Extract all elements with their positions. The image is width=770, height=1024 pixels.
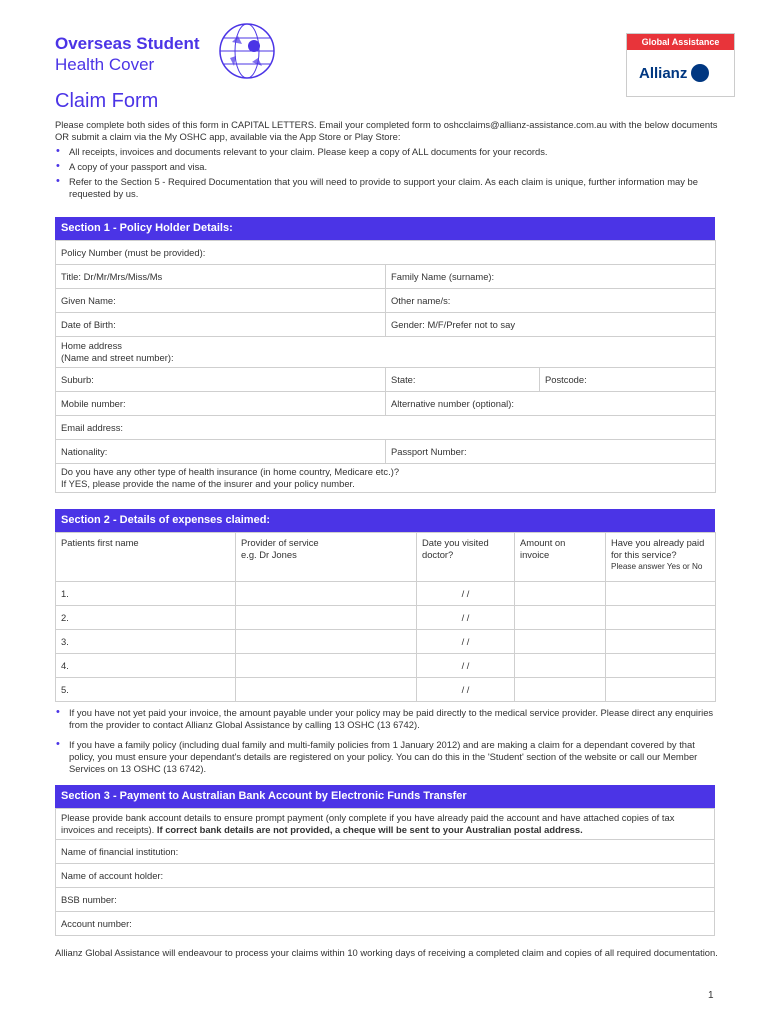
postcode-field[interactable]: Postcode: xyxy=(540,368,716,392)
intro-block xyxy=(55,119,720,200)
row-number[interactable]: 2. xyxy=(56,606,236,630)
provider-cell[interactable] xyxy=(236,678,417,702)
bank-intro-bold: If correct bank details are not provided, a cheque will be sent to your Australian postal address. xyxy=(156,824,583,835)
provider-cell[interactable] xyxy=(236,582,417,606)
expense-notes xyxy=(55,707,720,783)
page-number: 1 xyxy=(708,990,714,1001)
col-amount-label-1: Amount on xyxy=(520,537,566,548)
date-cell[interactable]: / / xyxy=(417,582,515,606)
amount-cell[interactable] xyxy=(515,582,606,606)
bank-intro-text: Please provide bank account details to ensure prompt payment (only complete if you have already paid the account and have attached copies of tax invoices and receipts). xyxy=(61,812,675,835)
note-item: • If you have a family policy (including dual family and multi-family policies from 1 January 2012) and are making a claim for a dependant covered by that policy, you must ensure your dependant's details are registered on your policy. You can do this in the 'Student' section of the website or call our Member Services on 13 OSHC (13 6742). xyxy=(69,739,720,775)
intro-bullets xyxy=(55,146,720,200)
paid-cell[interactable] xyxy=(606,582,716,606)
family-name-field[interactable]: Family Name (surname): xyxy=(386,265,716,289)
date-cell[interactable]: / / xyxy=(417,630,515,654)
allianz-emblem-icon xyxy=(691,64,709,82)
form-title: Claim Form xyxy=(55,90,159,112)
home-address-field[interactable] xyxy=(56,337,716,368)
col-amount-header xyxy=(515,533,606,582)
col-paid-label-1: Have you already paid xyxy=(611,537,705,548)
home-address-sublabel: (Name and street number): xyxy=(61,352,174,363)
dob-field[interactable]: Date of Birth: xyxy=(56,313,386,337)
brand-line-2: Health Cover xyxy=(55,55,155,74)
title-field[interactable]: Title: Dr/Mr/Mrs/Miss/Ms xyxy=(56,265,386,289)
row-number[interactable]: 3. xyxy=(56,630,236,654)
col-provider-header xyxy=(236,533,417,582)
intro-text: Please complete both sides of this form in CAPITAL LETTERS. Email your completed form to oshcclaims@allianz-assistance.com.au with the below documents OR submit a claim via the My OSHC app, available via the App Store or Play Store: xyxy=(55,119,718,142)
section-1-header: Section 1 - Policy Holder Details: xyxy=(55,217,715,240)
section-2 xyxy=(55,509,715,702)
col-amount-label-2: invoice xyxy=(520,549,550,560)
note-item: • If you have not yet paid your invoice, the amount payable under your policy may be paid directly to the medical service provider. Please direct any enquiries from the provider to contact Allianz Global Assistance by calling 13 OSHC (13 6742). xyxy=(69,707,720,731)
col-date-label-2: doctor? xyxy=(422,549,454,560)
institution-field[interactable]: Name of financial institution: xyxy=(56,840,715,864)
gender-field[interactable]: Gender: M/F/Prefer not to say xyxy=(386,313,716,337)
bank-intro xyxy=(56,809,715,840)
policy-holder-table xyxy=(55,240,716,493)
table-row xyxy=(56,678,716,702)
bsb-field[interactable]: BSB number: xyxy=(56,888,715,912)
intro-bullet: • Refer to the Section 5 - Required Documentation that you will need to provide to support your claim. As each claim is unique, further information may be requested by us. xyxy=(69,176,720,200)
account-holder-field[interactable]: Name of account holder: xyxy=(56,864,715,888)
expenses-table xyxy=(55,532,716,702)
state-field[interactable]: State: xyxy=(386,368,540,392)
table-row xyxy=(56,582,716,606)
allianz-logo xyxy=(626,33,735,97)
alt-number-field[interactable]: Alternative number (optional): xyxy=(386,392,716,416)
home-address-label: Home address xyxy=(61,340,122,351)
logo-banner: Global Assistance xyxy=(627,34,734,50)
paid-cell[interactable] xyxy=(606,678,716,702)
date-cell[interactable]: / / xyxy=(417,678,515,702)
intro-bullet: • A copy of your passport and visa. xyxy=(69,161,720,173)
globe-icon xyxy=(218,22,276,80)
date-cell[interactable]: / / xyxy=(417,654,515,678)
paid-cell[interactable] xyxy=(606,654,716,678)
section-3-header: Section 3 - Payment to Australian Bank Account by Electronic Funds Transfer xyxy=(55,785,715,808)
col-paid-header xyxy=(606,533,716,582)
provider-cell[interactable] xyxy=(236,630,417,654)
provider-cell[interactable] xyxy=(236,606,417,630)
other-insurance-instruction: If YES, please provide the name of the insurer and your policy number. xyxy=(61,478,355,489)
other-names-field[interactable]: Other name/s: xyxy=(386,289,716,313)
col-provider-example: e.g. Dr Jones xyxy=(241,549,297,560)
table-row xyxy=(56,630,716,654)
amount-cell[interactable] xyxy=(515,630,606,654)
nationality-field[interactable]: Nationality: xyxy=(56,440,386,464)
amount-cell[interactable] xyxy=(515,654,606,678)
section-3 xyxy=(55,785,715,936)
other-insurance-question: Do you have any other type of health insurance (in home country, Medicare etc.)? xyxy=(61,466,400,477)
col-paid-label-3: Please answer Yes or No xyxy=(611,562,703,571)
col-date-header xyxy=(417,533,515,582)
section-2-header: Section 2 - Details of expenses claimed: xyxy=(55,509,715,532)
provider-cell[interactable] xyxy=(236,654,417,678)
amount-cell[interactable] xyxy=(515,678,606,702)
section-1 xyxy=(55,217,715,493)
intro-bullet: • All receipts, invoices and documents relevant to your claim. Please keep a copy of ALL documents for your records. xyxy=(69,146,720,158)
logo-wordmark xyxy=(639,64,709,82)
footer-note: Allianz Global Assistance will endeavour to process your claims within 10 working days of receiving a completed claim and copies of all required documentation. xyxy=(55,947,718,958)
col-provider-label: Provider of service xyxy=(241,537,319,548)
passport-field[interactable]: Passport Number: xyxy=(386,440,716,464)
col-date-label-1: Date you visited xyxy=(422,537,489,548)
col-patient-header: Patients first name xyxy=(56,533,236,582)
other-insurance-field[interactable] xyxy=(56,464,716,493)
table-row xyxy=(56,654,716,678)
paid-cell[interactable] xyxy=(606,606,716,630)
given-name-field[interactable]: Given Name: xyxy=(56,289,386,313)
row-number[interactable]: 1. xyxy=(56,582,236,606)
policy-number-field[interactable]: Policy Number (must be provided): xyxy=(56,241,716,265)
logo-name-text: Allianz xyxy=(639,64,688,82)
suburb-field[interactable]: Suburb: xyxy=(56,368,386,392)
bank-table xyxy=(55,808,715,936)
brand-title xyxy=(55,33,200,75)
table-row xyxy=(56,606,716,630)
paid-cell[interactable] xyxy=(606,630,716,654)
brand-line-1: Overseas Student xyxy=(55,34,200,53)
email-field[interactable]: Email address: xyxy=(56,416,716,440)
mobile-field[interactable]: Mobile number: xyxy=(56,392,386,416)
date-cell[interactable]: / / xyxy=(417,606,515,630)
row-number[interactable]: 5. xyxy=(56,678,236,702)
amount-cell[interactable] xyxy=(515,606,606,630)
col-paid-label-2: for this service? xyxy=(611,549,677,560)
account-number-field[interactable]: Account number: xyxy=(56,912,715,936)
row-number[interactable]: 4. xyxy=(56,654,236,678)
